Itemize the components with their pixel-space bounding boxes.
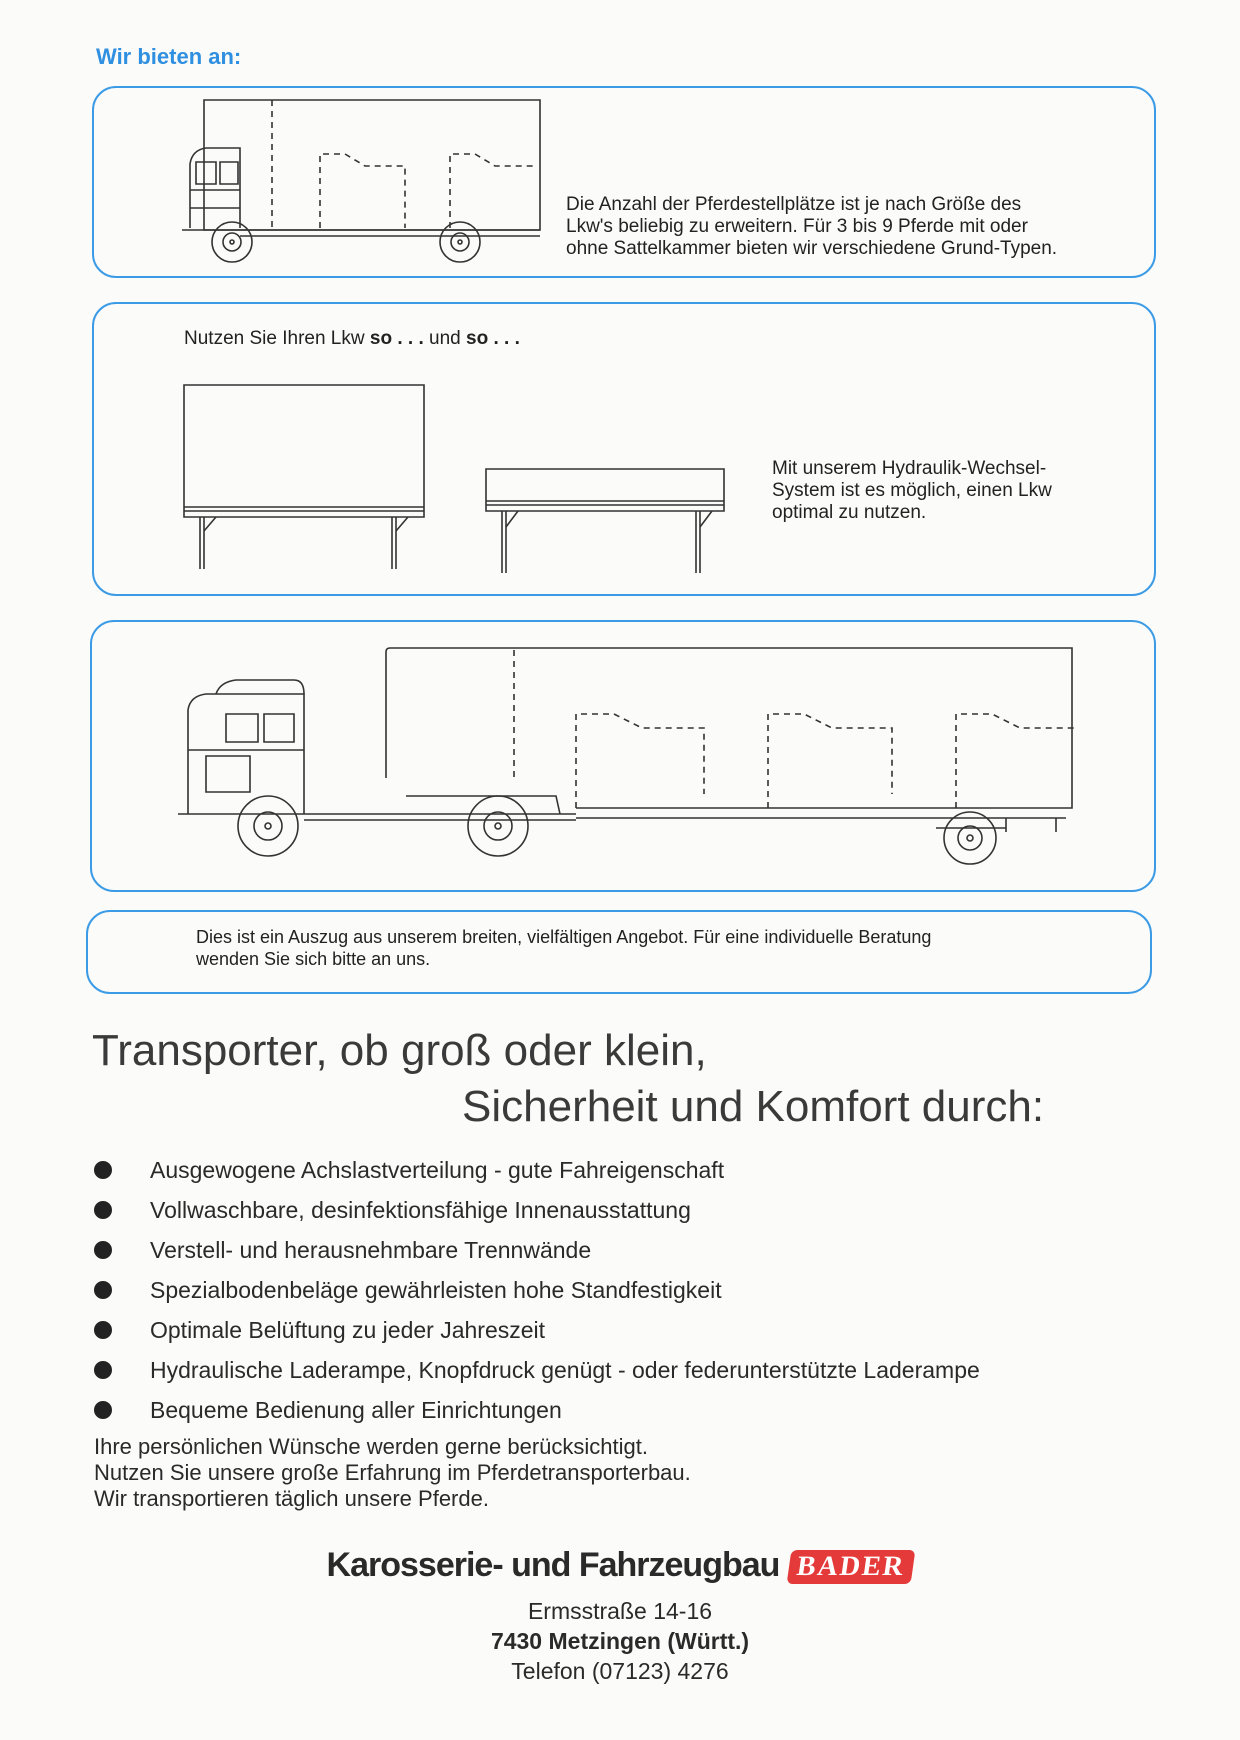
list-item: Vollwaschbare, desinfektionsfähige Innenausstattung (90, 1190, 980, 1230)
bullet-icon (94, 1201, 112, 1219)
bullet-icon (94, 1161, 112, 1179)
list-item: Bequeme Bedienung aller Einrichtungen (90, 1390, 980, 1430)
feature-list (90, 1150, 980, 1430)
list-item: Verstell- und herausnehmbare Trennwände (90, 1230, 980, 1270)
headline-line-2: Sicherheit und Komfort durch: (462, 1082, 1045, 1131)
list-item: Hydraulische Laderampe, Knopfdruck genügt - oder federunterstützte Laderampe (90, 1350, 980, 1390)
swap-body-tall-illustration (182, 383, 430, 573)
bullet-icon (94, 1241, 112, 1259)
consultation-text: Dies ist ein Auszug aus unserem breiten, vielfältigen Angebot. Für eine individuelle Beratung wenden Sie sich bitte an uns. (196, 927, 932, 969)
semitrailer-illustration (176, 646, 1076, 866)
offer-box-truck-text: Die Anzahl der Pferdestellplätze ist je nach Größe des Lkw's beliebig zu erweitern. Für 3 bis 9 Pferde mit oder ohne Sattelkammer bieten wir verschiedene Grund-Typen. (566, 194, 1058, 259)
swap-body-flat-illustration (484, 467, 726, 577)
address-street: Ermsstraße 14-16 (527, 1598, 713, 1624)
address-phone: Telefon (07123) 4276 (511, 1658, 729, 1684)
bullet-icon (94, 1281, 112, 1299)
closing-text: Ihre persönlichen Wünsche werden gerne berücksichtigt. Nutzen Sie unsere große Erfahrung im Pferdetransporterbau. Wir transportieren täglich unsere Pferde. (94, 1434, 691, 1511)
address-city: 7430 Metzingen (Württ.) (490, 1628, 750, 1654)
swap-body-text: Mit unserem Hydraulik-Wechsel- System ist es möglich, einen Lkw optimal zu nutzen. (772, 458, 1052, 523)
bader-logo: BADER (787, 1550, 916, 1584)
list-item: Optimale Belüftung zu jeder Jahreszeit (90, 1310, 980, 1350)
bullet-icon (94, 1401, 112, 1419)
list-item: Spezialbodenbeläge gewährleisten hohe Standfestigkeit (90, 1270, 980, 1310)
bullet-icon (94, 1321, 112, 1339)
truck-illustration (180, 98, 550, 268)
company-name: Karosserie- und Fahrzeugbau BADER (0, 1546, 1240, 1585)
bullet-icon (94, 1361, 112, 1379)
swap-body-caption: Nutzen Sie Ihren Lkw so . . . und so . . . (184, 328, 520, 349)
page-heading: Wir bieten an: (96, 44, 242, 69)
headline-line-1: Transporter, ob groß oder klein, (92, 1026, 707, 1075)
list-item: Ausgewogene Achslastverteilung - gute Fahreigenschaft (90, 1150, 980, 1190)
